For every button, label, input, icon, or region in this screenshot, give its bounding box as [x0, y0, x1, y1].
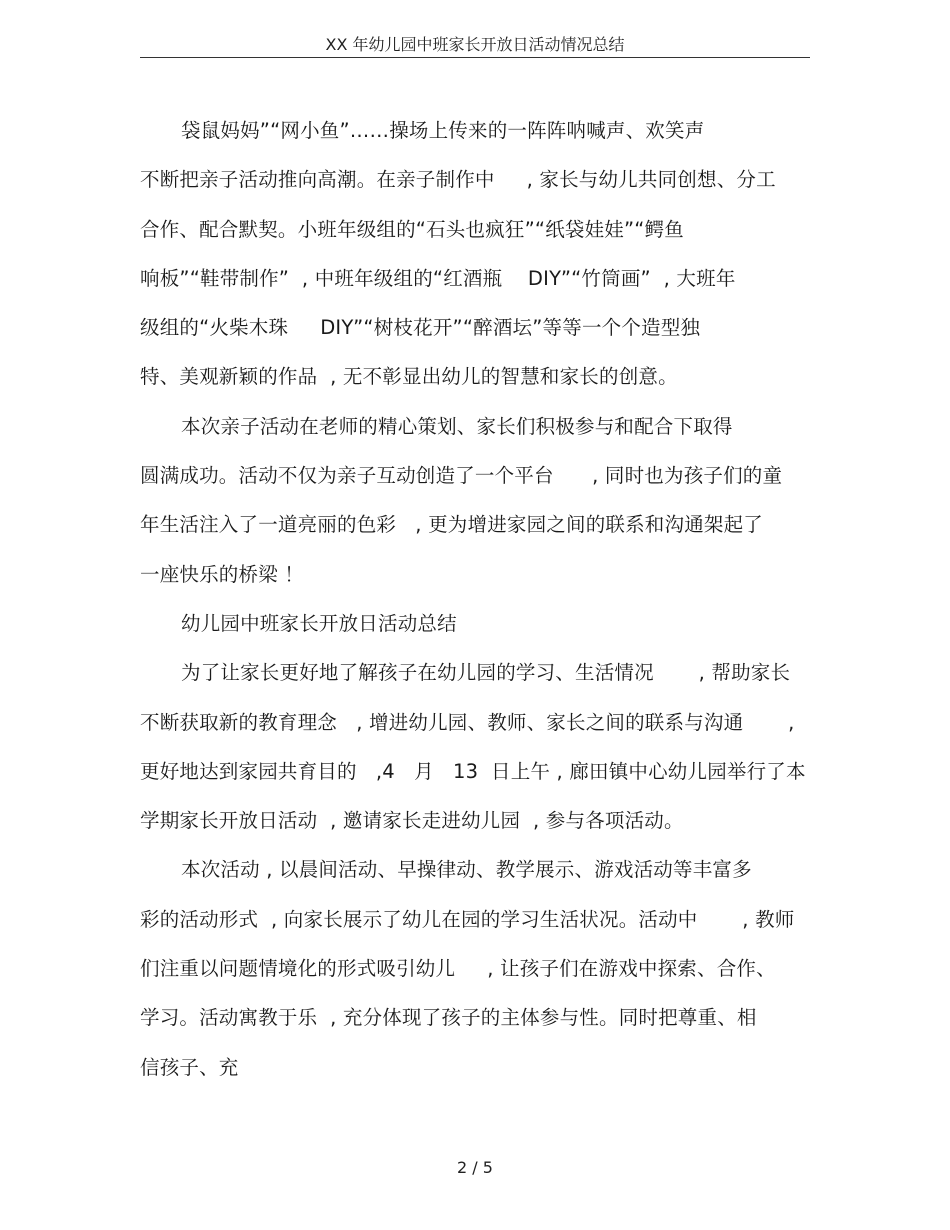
section-heading: 幼儿园中班家长开放日活动总结: [181, 611, 457, 635]
text-line: 特、美观新颖的作品 , 无不彰显出幼儿的智慧和家长的创意。: [140, 365, 678, 389]
header-rule: [140, 57, 810, 58]
running-header-title: XX 年幼儿园中班家长开放日活动情况总结: [325, 35, 625, 54]
text-line: 学期家长开放日活动 , 邀请家长走进幼儿园 , 参与各项活动。: [140, 809, 684, 833]
text-line: 更好地达到家园共育目的 ,4 月 13 日上午 , 廊田镇中心幼儿园举行了本: [140, 759, 806, 783]
text-line: 级组的“火柴木珠 DIY”“树枝花开”“醉酒坛”等等一个个造型独: [140, 316, 701, 340]
text-line: 不断获取新的教育理念 , 增进幼儿园、教师、家长之间的联系与沟通 ,: [140, 710, 795, 734]
page-number: 2 / 5: [457, 1158, 493, 1177]
body-text: [140, 106, 820, 1092]
text-line: 响板”“鞋带制作” , 中班年级组的“红酒瓶 DIY”“竹筒画” , 大班年: [140, 266, 736, 290]
text-line: 袋鼠妈妈”“网小鱼”……操场上传来的一阵阵呐喊声、欢笑声: [181, 119, 705, 142]
text-line: 合作、配合默契。小班年级组的“石头也疯狂”“纸袋娃娃”“鳄鱼: [140, 217, 685, 241]
text-line: 本次活动 , 以晨间活动、早操律动、教学展示、游戏活动等丰富多: [181, 858, 752, 882]
text-line: 们注重以问题情境化的形式吸引幼儿 , 让孩子们在游戏中探索、合作、: [140, 957, 776, 981]
text-line: 圆满成功。活动不仅为亲子互动创造了一个平台 , 同时也为孩子们的童: [140, 464, 783, 488]
text-line: 不断把亲子活动推向高潮。在亲子制作中 , 家长与幼儿共同创想、分工: [140, 168, 776, 192]
text-line: 一座快乐的桥梁 ！: [140, 562, 304, 586]
text-line: 为了让家长更好地了解孩子在幼儿园的学习、生活情况 , 帮助家长: [181, 661, 791, 685]
text-line: 彩的活动形式 , 向家长展示了幼儿在园的学习生活状况。活动中 , 教师: [140, 907, 795, 931]
text-line: 信孩子、充: [140, 1055, 239, 1079]
text-line: 学习。活动寓教于乐 , 充分体现了孩子的主体参与性。同时把尊重、相: [140, 1006, 757, 1030]
text-line: 本次亲子活动在老师的精心策划、家长们积极参与和配合下取得: [181, 414, 733, 438]
text-line: 年生活注入了一道亮丽的色彩 , 更为增进家园之间的联系和沟通架起了: [140, 513, 763, 537]
